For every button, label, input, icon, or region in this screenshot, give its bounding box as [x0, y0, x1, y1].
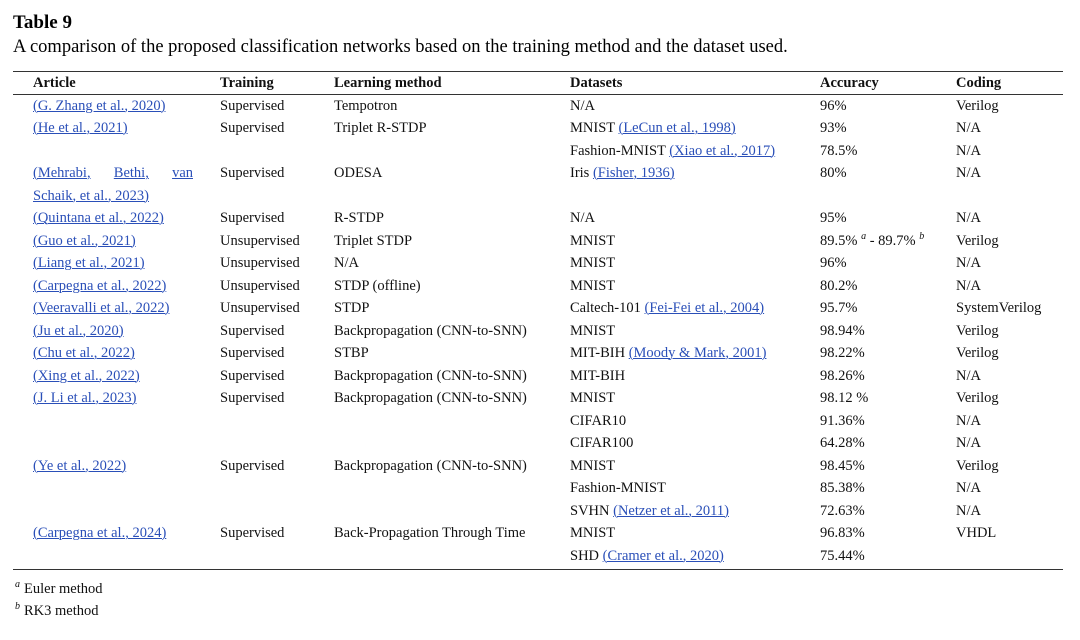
cell-accuracy: 78.5% — [820, 142, 858, 159]
cell-learning-method: Backpropagation (CNN-to-SNN) — [334, 390, 527, 406]
table-bottom-rule — [13, 569, 1063, 570]
article-link[interactable]: (G. Zhang et al., 2020) — [33, 97, 166, 114]
table-label: Table 9 — [13, 12, 72, 33]
cell-dataset — [570, 275, 820, 298]
footnote-mark: b — [919, 230, 925, 242]
cell-coding: Verilog — [956, 232, 999, 249]
cell-coding: N/A — [956, 277, 981, 294]
dataset-name: MIT-BIH — [570, 345, 629, 361]
table-row — [13, 522, 1063, 545]
dataset-name: MNIST — [570, 120, 619, 136]
cell-training — [220, 545, 334, 568]
cell-dataset — [570, 162, 820, 207]
cell-dataset — [570, 545, 820, 568]
cell-training: Unsupervised — [220, 255, 300, 271]
table-row — [13, 140, 1063, 163]
cell-learning-method: Backpropagation (CNN-to-SNN) — [334, 322, 527, 339]
cell-accuracy: 91.36% — [820, 412, 865, 429]
article-link-word[interactable]: van — [172, 165, 193, 181]
cell-article — [13, 252, 220, 275]
table-row — [13, 500, 1063, 523]
dataset-name: MNIST — [570, 255, 616, 271]
article-link[interactable]: (Liang et al., 2021) — [33, 255, 145, 271]
cell-article — [13, 477, 220, 500]
cell-learning-method — [334, 500, 570, 523]
table-row — [13, 545, 1063, 568]
cell-training: Supervised — [220, 457, 285, 474]
cell-dataset — [570, 95, 820, 118]
article-link[interactable]: (Carpegna et al., 2024) — [33, 525, 167, 541]
cell-learning-method: STBP — [334, 345, 369, 361]
cell-training — [220, 432, 334, 455]
cell-article — [13, 342, 220, 365]
dataset-name: MNIST — [570, 457, 616, 474]
cell-accuracy: 93% — [820, 120, 847, 136]
cell-coding: Verilog — [956, 322, 999, 339]
article-link[interactable]: (Xing et al., 2022) — [33, 367, 140, 384]
dataset-citation-link[interactable]: (Fisher, 1936) — [592, 165, 675, 181]
dataset-name: MIT-BIH — [570, 367, 626, 384]
cell-article — [13, 432, 220, 455]
cell-dataset — [570, 207, 820, 230]
cell-learning-method: Triplet STDP — [334, 232, 413, 249]
cell-coding: SystemVerilog — [956, 300, 1042, 316]
cell-accuracy: 98.94% — [820, 322, 865, 339]
table-row — [13, 297, 1063, 320]
cell-coding: N/A — [956, 165, 981, 181]
article-link[interactable]: (Ju et al., 2020) — [33, 322, 124, 339]
cell-dataset — [570, 297, 820, 320]
cell-learning-method: Tempotron — [334, 97, 398, 114]
dataset-citation-link[interactable]: (Fei-Fei et al., 2004) — [644, 300, 765, 316]
cell-dataset — [570, 387, 820, 410]
cell-training: Supervised — [220, 210, 285, 226]
cell-training: Unsupervised — [220, 300, 300, 316]
header-coding: Coding — [956, 75, 1002, 91]
cell-learning-method: STDP — [334, 300, 370, 316]
cell-training: Supervised — [220, 367, 285, 384]
cell-learning-method: R-STDP — [334, 210, 384, 226]
dataset-name: CIFAR100 — [570, 435, 634, 451]
article-link[interactable]: (J. Li et al., 2023) — [33, 390, 137, 406]
article-link[interactable]: (Ye et al., 2022) — [33, 457, 127, 474]
cell-learning-method: STDP (offline) — [334, 277, 421, 294]
cell-training — [220, 140, 334, 163]
table-row — [13, 365, 1063, 388]
cell-coding: VHDL — [956, 525, 997, 541]
cell-learning-method: Triplet R-STDP — [334, 120, 427, 136]
cell-dataset — [570, 342, 820, 365]
table-row — [13, 95, 1063, 118]
cell-dataset — [570, 455, 820, 478]
cell-learning-method — [334, 545, 570, 568]
cell-accuracy: 72.63% — [820, 502, 865, 519]
table-row — [13, 342, 1063, 365]
cell-accuracy: 95.7% — [820, 300, 858, 316]
cell-learning-method — [334, 410, 570, 433]
article-link[interactable]: (Carpegna et al., 2022) — [33, 277, 167, 294]
footnote-mark: b — [15, 601, 20, 613]
cell-coding: N/A — [956, 435, 981, 451]
cell-coding: N/A — [956, 142, 981, 159]
cell-accuracy: 98.22% — [820, 345, 865, 361]
cell-learning-method — [334, 140, 570, 163]
article-link[interactable]: Schaik, et al., 2023) — [33, 187, 149, 204]
accuracy-value: 89.5% — [820, 232, 862, 249]
article-link[interactable]: (He et al., 2021) — [33, 120, 128, 136]
cell-coding: N/A — [956, 210, 981, 226]
cell-coding: N/A — [956, 255, 981, 271]
cell-article — [13, 95, 220, 118]
dataset-name: Iris — [570, 165, 593, 181]
cell-coding: Verilog — [956, 457, 999, 474]
dataset-name: MNIST — [570, 277, 616, 294]
cell-coding: Verilog — [956, 97, 999, 114]
cell-coding — [956, 545, 1063, 568]
cell-article — [13, 297, 220, 320]
accuracy-value: - 89.7% — [866, 232, 920, 249]
cell-article — [13, 275, 220, 298]
table-row — [13, 410, 1063, 433]
cell-coding: N/A — [956, 412, 981, 429]
table-row — [13, 252, 1063, 275]
cell-article — [13, 522, 220, 545]
cell-dataset — [570, 117, 820, 140]
cell-coding: N/A — [956, 502, 981, 519]
table-row — [13, 230, 1063, 253]
cell-article — [13, 207, 220, 230]
cell-training — [220, 477, 334, 500]
cell-coding: N/A — [956, 480, 981, 496]
dataset-name: N/A — [570, 97, 595, 114]
dataset-citation-link[interactable]: (LeCun et al., 1998) — [618, 120, 736, 136]
cell-article — [13, 500, 220, 523]
cell-accuracy: 80% — [820, 165, 847, 181]
cell-article — [13, 140, 220, 163]
cell-dataset — [570, 522, 820, 545]
article-link-line[interactable] — [33, 162, 193, 185]
cell-training: Unsupervised — [220, 277, 300, 294]
cell-learning-method: N/A — [334, 255, 359, 271]
cell-training: Supervised — [220, 390, 285, 406]
cell-accuracy: 96.83% — [820, 525, 865, 541]
cell-learning-method — [334, 477, 570, 500]
table-row — [13, 162, 1063, 207]
dataset-citation-link[interactable]: (Netzer et al., 2011) — [613, 502, 729, 519]
cell-training: Supervised — [220, 322, 285, 339]
cell-accuracy: 98.26% — [820, 367, 865, 384]
cell-dataset — [570, 410, 820, 433]
footnote-text: Euler method — [24, 581, 103, 597]
article-link-word[interactable]: Bethi, — [113, 165, 149, 181]
cell-coding: N/A — [956, 367, 981, 384]
article-link[interactable]: (Veeravalli et al., 2022) — [33, 300, 170, 316]
table-row — [13, 387, 1063, 410]
dataset-citation-link[interactable]: (Moody & Mark, 2001) — [628, 345, 767, 361]
cell-accuracy: 96% — [820, 255, 847, 271]
cell-dataset — [570, 252, 820, 275]
footnote-b — [15, 600, 103, 622]
dataset-name: N/A — [570, 210, 595, 226]
cell-article — [13, 455, 220, 478]
cell-article — [13, 410, 220, 433]
cell-dataset — [570, 230, 820, 253]
dataset-name: MNIST — [570, 390, 616, 406]
dataset-name: MNIST — [570, 525, 616, 541]
table-footnotes — [15, 578, 103, 622]
footnote-mark: a — [861, 230, 867, 242]
footnote-a — [15, 578, 103, 600]
table-header-row — [13, 72, 1063, 95]
cell-dataset — [570, 477, 820, 500]
cell-learning-method: Backpropagation (CNN-to-SNN) — [334, 457, 527, 474]
cell-accuracy: 96% — [820, 97, 847, 114]
cell-article — [13, 320, 220, 343]
dataset-name: Fashion-MNIST — [570, 142, 670, 159]
comparison-table — [13, 72, 1063, 567]
table-row — [13, 117, 1063, 140]
dataset-name: Fashion-MNIST — [570, 480, 666, 496]
cell-accuracy — [820, 230, 956, 253]
cell-training: Unsupervised — [220, 232, 300, 249]
table-row — [13, 455, 1063, 478]
cell-dataset — [570, 365, 820, 388]
table-caption: A comparison of the proposed classification networks based on the training method and the dataset used. — [13, 37, 788, 57]
article-link-word[interactable]: (Mehrabi, — [33, 165, 91, 181]
cell-dataset — [570, 500, 820, 523]
article-link[interactable]: (Chu et al., 2022) — [33, 345, 135, 361]
cell-accuracy: 64.28% — [820, 435, 865, 451]
dataset-name: Caltech-101 — [570, 300, 645, 316]
cell-learning-method: ODESA — [334, 165, 383, 181]
dataset-citation-link[interactable]: (Xiao et al., 2017) — [669, 142, 776, 159]
table-row — [13, 432, 1063, 455]
table-row — [13, 275, 1063, 298]
header-learning-method: Learning method — [334, 75, 442, 91]
cell-training: Supervised — [220, 120, 285, 136]
cell-training: Supervised — [220, 525, 285, 541]
cell-accuracy: 80.2% — [820, 277, 858, 294]
cell-accuracy: 85.38% — [820, 480, 865, 496]
cell-learning-method: Backpropagation (CNN-to-SNN) — [334, 367, 527, 384]
dataset-name: MNIST — [570, 232, 616, 249]
cell-article — [13, 230, 220, 253]
table-row — [13, 320, 1063, 343]
cell-learning-method: Back-Propagation Through Time — [334, 525, 526, 541]
cell-accuracy: 98.12 % — [820, 390, 869, 406]
cell-dataset — [570, 140, 820, 163]
footnote-text: RK3 method — [24, 603, 99, 619]
cell-article — [13, 162, 220, 207]
article-link[interactable]: (Quintana et al., 2022) — [33, 210, 164, 226]
cell-accuracy: 95% — [820, 210, 847, 226]
dataset-name: MNIST — [570, 322, 616, 339]
cell-coding: Verilog — [956, 345, 999, 361]
cell-training: Supervised — [220, 97, 285, 114]
footnote-mark: a — [15, 579, 20, 591]
header-training: Training — [220, 75, 274, 91]
table-row — [13, 477, 1063, 500]
table-row — [13, 207, 1063, 230]
cell-training — [220, 410, 334, 433]
header-accuracy: Accuracy — [820, 75, 879, 91]
cell-article — [13, 117, 220, 140]
cell-dataset — [570, 432, 820, 455]
cell-training: Supervised — [220, 345, 285, 361]
dataset-name: SVHN — [570, 502, 614, 519]
header-datasets: Datasets — [570, 75, 623, 91]
dataset-name: SHD — [570, 547, 603, 564]
cell-accuracy: 75.44% — [820, 547, 865, 564]
dataset-citation-link[interactable]: (Cramer et al., 2020) — [602, 547, 724, 564]
cell-coding: N/A — [956, 120, 981, 136]
cell-training: Supervised — [220, 165, 285, 181]
article-link[interactable]: (Guo et al., 2021) — [33, 232, 136, 249]
cell-article — [13, 387, 220, 410]
cell-article — [13, 545, 220, 568]
cell-coding: Verilog — [956, 390, 999, 406]
dataset-name: CIFAR10 — [570, 412, 627, 429]
cell-article — [13, 365, 220, 388]
cell-accuracy: 98.45% — [820, 457, 865, 474]
header-article: Article — [33, 75, 76, 91]
cell-training — [220, 500, 334, 523]
cell-dataset — [570, 320, 820, 343]
table-body — [13, 95, 1063, 568]
cell-learning-method — [334, 432, 570, 455]
